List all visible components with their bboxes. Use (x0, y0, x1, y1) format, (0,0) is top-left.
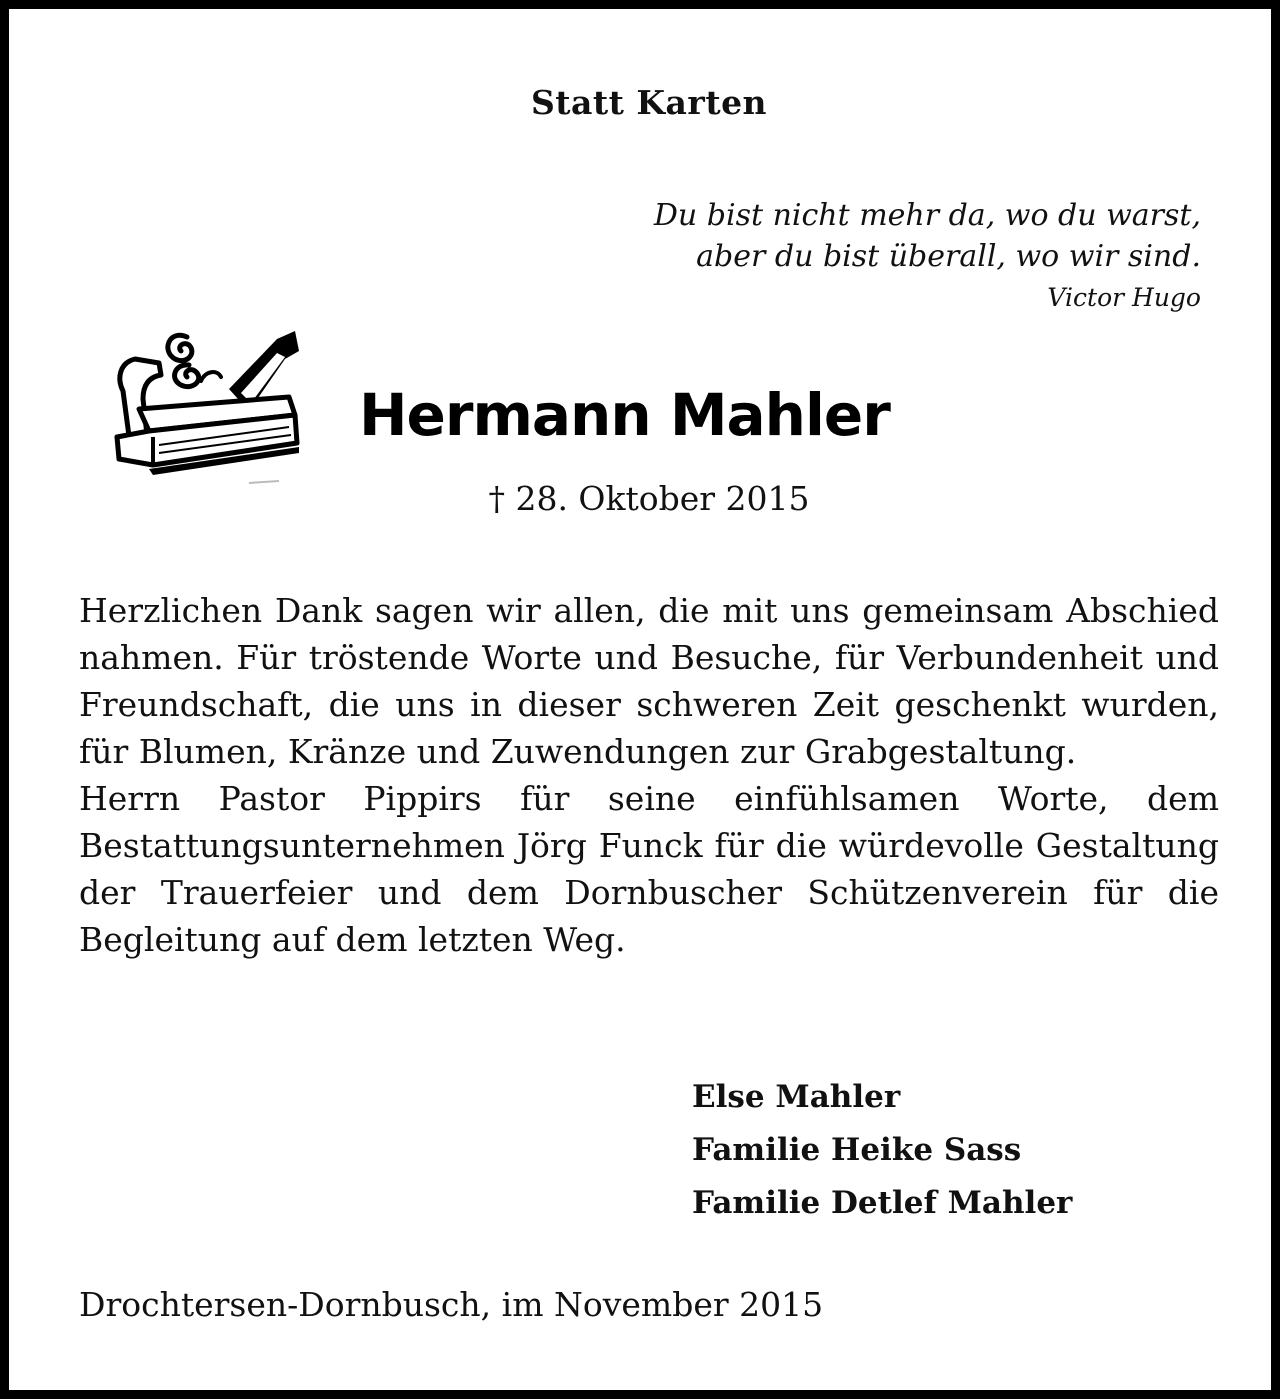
notice-heading: Statt Karten (530, 83, 768, 122)
signer: Else Mahler (692, 1079, 901, 1115)
hand-plane-icon (109, 319, 309, 489)
quote-author: Victor Hugo (1047, 283, 1201, 312)
death-date: † 28. Oktober 2015 (488, 479, 810, 518)
place-and-date: Drochtersen-Dornbusch, im November 2015 (79, 1285, 824, 1324)
quote-line-1: Du bist nicht mehr da, wo du warst, (653, 198, 1201, 233)
signer: Familie Detlef Mahler (692, 1185, 1073, 1221)
deceased-name: Hermann Mahler (359, 381, 890, 449)
signer: Familie Heike Sass (692, 1132, 1022, 1168)
thank-you-paragraph-1: Herzlichen Dank sagen wir allen, die mit uns gemeinsam Abschied nahmen. Für tröstende Worte und Besuche, für Verbundenheit und Freundschaft, die uns in dieser schweren Zeit geschenkt wurden, für Blumen, Kränze und Zuwendungen zur Grabgestaltung. (79, 591, 1219, 771)
quote (501, 195, 1201, 277)
thank-you-text (79, 587, 1219, 963)
signers-list (692, 1071, 1072, 1230)
thank-you-paragraph-2: Herrn Pastor Pippirs für seine einfühlsamen Worte, dem Bestattungsunternehmen Jörg Funck für die würdevolle Gestaltung der Trauerfeier und dem Dornbuscher Schützenverein für die Begleitung auf dem letzten Weg. (79, 779, 1219, 959)
quote-line-2: aber du bist überall, wo wir sind. (696, 239, 1201, 274)
